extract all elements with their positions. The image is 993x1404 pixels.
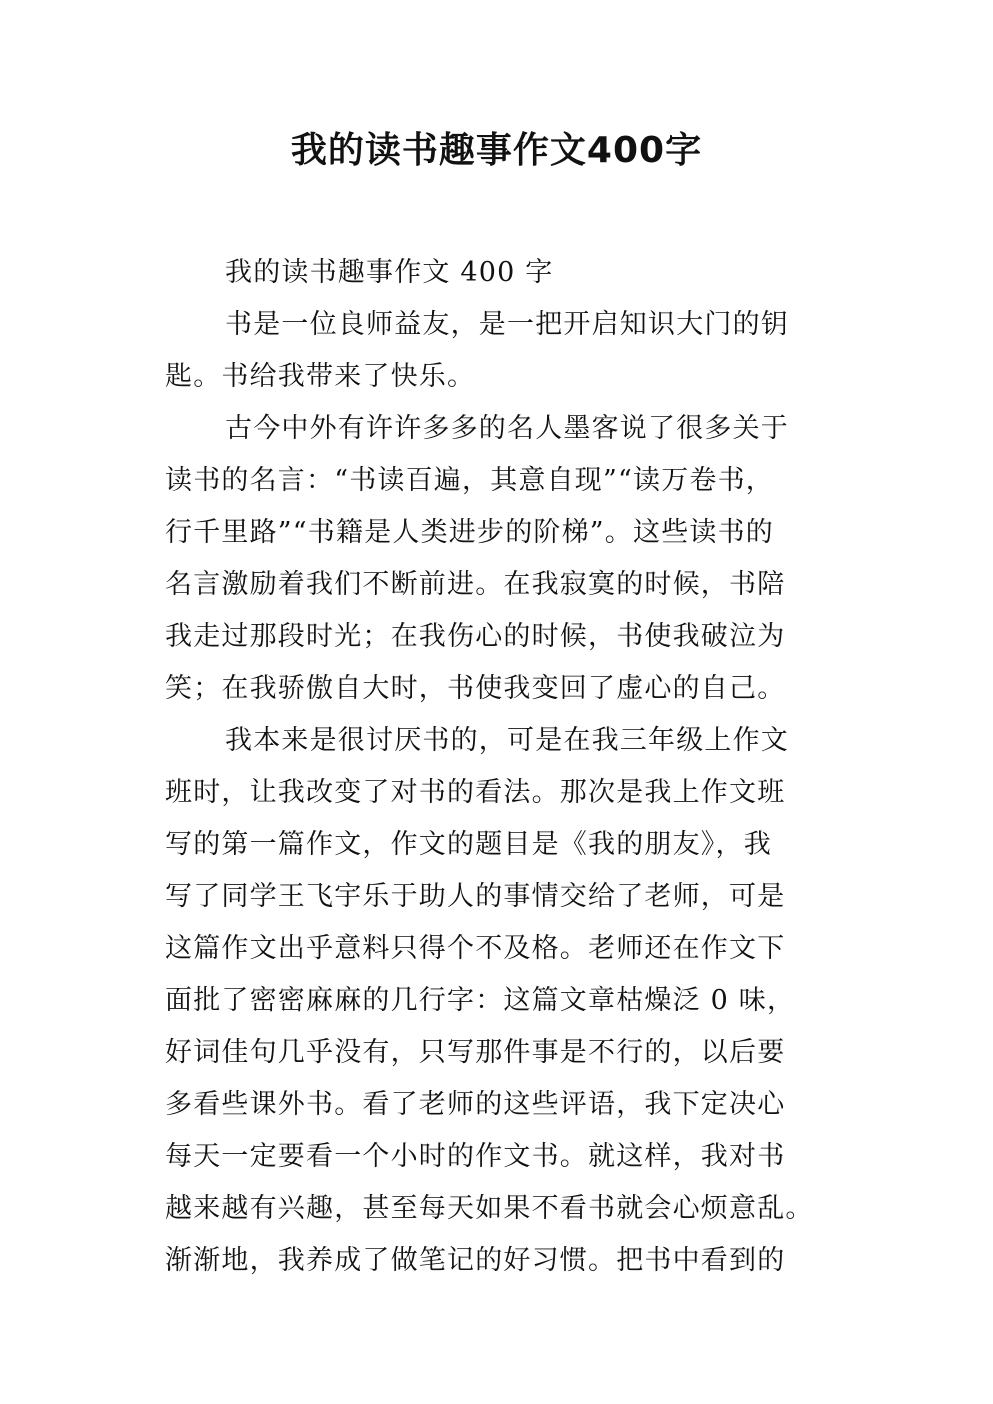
paragraph-line: 我走过那段时光；在我伤心的时候，书使我破泣为 xyxy=(165,621,786,652)
paragraph-line: 书是一位良师益友，是一把开启知识大门的钥 xyxy=(225,309,789,340)
paragraph-line: 写的第一篇作文，作文的题目是《我的朋友》，我 xyxy=(165,829,772,860)
paragraph-line: 写了同学王飞宇乐于助人的事情交给了老师，可是 xyxy=(165,881,786,912)
paragraph-line: 这篇作文出乎意料只得个不及格。老师还在作文下 xyxy=(165,933,786,964)
subtitle-line: 我的读书趣事作文 400 字 xyxy=(225,257,554,288)
paragraph-line: 笑；在我骄傲自大时，书使我变回了虚心的自己。 xyxy=(165,673,786,704)
paragraph-line: 名言激励着我们不断前进。在我寂寞的时候，书陪 xyxy=(165,569,786,600)
paragraph-line: 越来越有兴趣，甚至每天如果不看书就会心烦意乱。 xyxy=(165,1193,814,1224)
paragraph-line: 行千里路”“书籍是人类进步的阶梯”。这些读书的 xyxy=(165,517,775,548)
paragraph-line: 渐渐地，我养成了做笔记的好习惯。把书中看到的 xyxy=(165,1245,786,1276)
document-title: 我的读书趣事作文400字 xyxy=(290,130,703,171)
paragraph-line: 古今中外有许许多多的名人墨客说了很多关于 xyxy=(225,413,789,444)
paragraph-line: 每天一定要看一个小时的作文书。就这样，我对书 xyxy=(165,1141,786,1172)
paragraph-line: 匙。书给我带来了快乐。 xyxy=(165,361,476,392)
paragraph-line: 面批了密密麻麻的几行字：这篇文章枯燥泛 0 味， xyxy=(165,985,796,1016)
paragraph-line: 读书的名言：“书读百遍，其意自现”“读万卷书， xyxy=(165,465,775,496)
paragraph-line: 多看些课外书。看了老师的这些评语，我下定决心 xyxy=(165,1089,786,1120)
paragraph-line: 我本来是很讨厌书的，可是在我三年级上作文 xyxy=(225,725,789,756)
paragraph-line: 班时，让我改变了对书的看法。那次是我上作文班 xyxy=(165,777,786,808)
paragraph-line: 好词佳句几乎没有，只写那件事是不行的，以后要 xyxy=(165,1037,786,1068)
